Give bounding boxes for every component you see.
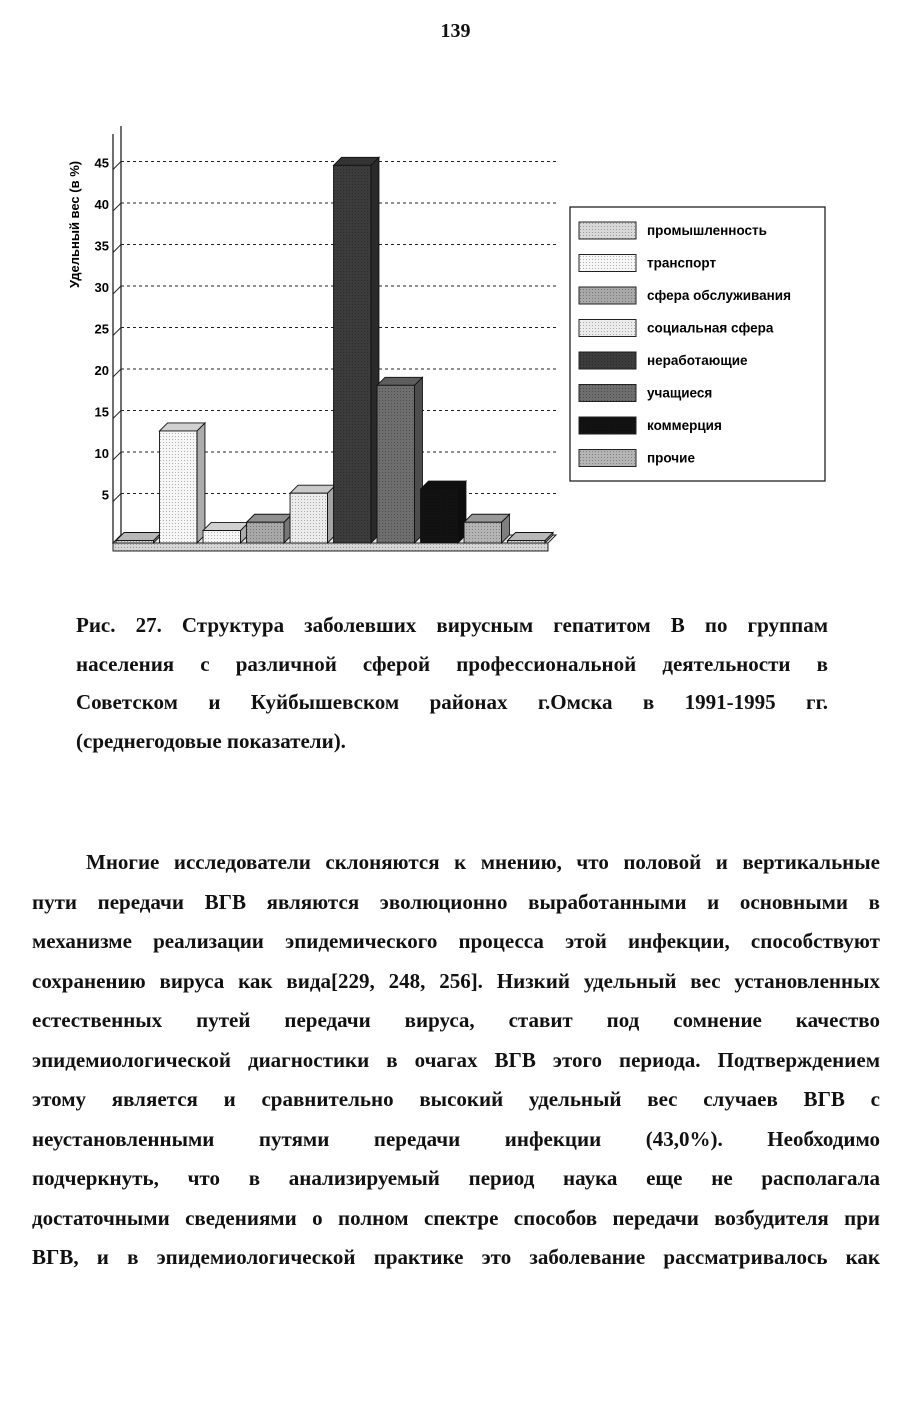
bar	[160, 423, 205, 543]
y-tick-label: 10	[94, 446, 109, 461]
y-tick-label: 5	[101, 487, 109, 503]
y-tick-label: 35	[94, 238, 109, 254]
caption-line: (среднегодовые показатели).	[76, 728, 346, 753]
bar	[290, 485, 335, 543]
body-line: неустановленными путями передачи инфекции (43,0%). Необходимо	[32, 1126, 880, 1151]
y-axis-label: Удельный вес (в %)	[67, 160, 82, 288]
y-tick-label: 20	[94, 363, 109, 378]
legend-label: сфера обслуживания	[647, 288, 791, 303]
chart-floor-texture	[113, 543, 548, 551]
bar	[377, 377, 422, 543]
legend-label: коммерция	[647, 418, 722, 433]
body-paragraph	[32, 843, 880, 1278]
body-line: механизме реализации эпидемического процесса этой инфекции, способствуют	[32, 929, 880, 953]
bar	[421, 481, 466, 543]
body-line: ВГВ, и в эпидемиологической практике это заболевание рассматривалось как	[32, 1245, 880, 1269]
legend-label: прочие	[647, 450, 695, 466]
bar	[508, 533, 553, 543]
y-tick-label: 45	[94, 155, 109, 171]
body-line: эпидемиологической диагностики в очагах ВГВ этого периода. Подтверждением	[32, 1047, 880, 1072]
bar	[116, 533, 161, 543]
bar	[334, 157, 379, 543]
page-number: 139	[440, 20, 471, 42]
figure-caption	[76, 606, 828, 760]
bar-chart	[0, 0, 911, 600]
caption-line: Рис. 27. Структура заболевших вирусным гепатитом В по группам	[76, 613, 828, 637]
legend-label: транспорт	[647, 255, 717, 271]
bar	[247, 514, 292, 543]
y-tick-label: 25	[94, 321, 109, 337]
y-tick-label: 15	[94, 404, 109, 420]
body-line: сохранению вируса как вида[229, 248, 256]. Низкий удельный вес установленных	[32, 968, 880, 993]
body-line: достаточными сведениями о полном спектре способов передачи возбудителя при	[32, 1205, 880, 1230]
legend-label: промышленность	[647, 223, 767, 238]
legend-label: социальная сфера	[647, 320, 774, 336]
body-line: Многие исследователи склоняются к мнению, что половой и вертикальные	[86, 850, 880, 874]
y-tick-label: 30	[94, 280, 109, 295]
body-line: подчеркнуть, что в анализируемый период наука еще не располагала	[32, 1166, 880, 1190]
legend-label: неработающие	[647, 353, 748, 368]
body-line: естественных путей передачи вируса, ставит под сомнение качество	[32, 1008, 880, 1032]
bar	[464, 514, 509, 543]
legend-label: учащиеся	[647, 385, 713, 401]
body-line: пути передачи ВГВ являются эволюционно выработанными и основными в	[32, 889, 880, 914]
caption-line: Советском и Куйбышевском районах г.Омска в 1991-1995 гг.	[76, 690, 828, 714]
bar	[203, 523, 248, 543]
y-tick-label: 40	[94, 197, 109, 212]
caption-line: населения с различной сферой профессиональной деятельности в	[76, 651, 828, 676]
legend-box	[570, 207, 825, 481]
body-line: этому является и сравнительно высокий удельный вес случаев ВГВ с	[32, 1087, 880, 1111]
